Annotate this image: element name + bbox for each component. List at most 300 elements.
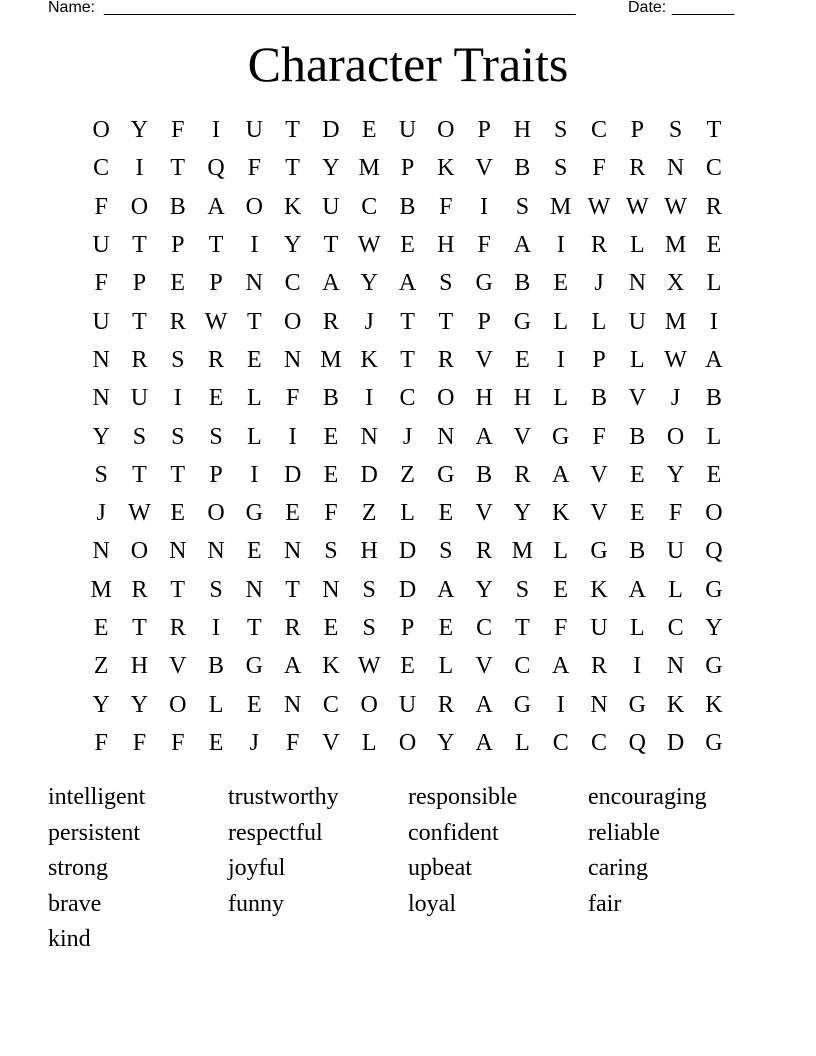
grid-letter[interactable]: N bbox=[437, 423, 455, 450]
grid-letter[interactable]: N bbox=[283, 346, 302, 373]
grid-letter[interactable]: R bbox=[591, 653, 608, 680]
grid-letter[interactable]: R bbox=[437, 691, 454, 718]
grid-letter[interactable]: J bbox=[594, 270, 604, 297]
grid-letter[interactable]: W bbox=[128, 500, 151, 527]
grid-letter[interactable]: K bbox=[666, 691, 685, 718]
grid-letter[interactable]: F bbox=[94, 729, 108, 756]
grid-letter[interactable]: S bbox=[515, 193, 530, 220]
grid-letter[interactable]: N bbox=[666, 155, 685, 182]
grid-letter[interactable]: I bbox=[250, 461, 259, 488]
grid-letter[interactable]: F bbox=[439, 193, 453, 220]
grid-letter[interactable]: A bbox=[207, 193, 225, 220]
grid-letter[interactable]: N bbox=[283, 538, 302, 565]
grid-letter[interactable]: T bbox=[170, 155, 186, 182]
grid-letter[interactable]: A bbox=[283, 653, 302, 680]
grid-letter[interactable]: I bbox=[480, 193, 489, 220]
grid-letter[interactable]: V bbox=[475, 155, 493, 182]
grid-letter[interactable]: F bbox=[247, 155, 262, 182]
grid-letter[interactable]: A bbox=[705, 346, 723, 373]
grid-letter[interactable]: N bbox=[283, 691, 302, 718]
grid-letter[interactable]: L bbox=[553, 385, 569, 412]
grid-letter[interactable]: Z bbox=[93, 653, 109, 680]
grid-letter[interactable]: R bbox=[322, 308, 339, 335]
grid-letter[interactable]: F bbox=[592, 423, 606, 450]
grid-letter[interactable]: G bbox=[513, 308, 532, 335]
grid-letter[interactable]: E bbox=[170, 270, 186, 297]
grid-letter[interactable]: E bbox=[285, 500, 300, 527]
grid-letter[interactable]: T bbox=[285, 576, 300, 603]
grid-letter[interactable]: K bbox=[552, 500, 570, 527]
grid-letter[interactable]: E bbox=[400, 232, 415, 259]
grid-letter[interactable]: R bbox=[437, 346, 454, 373]
grid-letter[interactable]: V bbox=[590, 461, 608, 488]
grid-letter[interactable]: C bbox=[705, 155, 722, 182]
grid-letter[interactable]: M bbox=[358, 155, 380, 182]
grid-letter[interactable]: D bbox=[322, 117, 340, 144]
grid-letter[interactable]: F bbox=[94, 193, 108, 220]
grid-letter[interactable]: U bbox=[92, 308, 110, 335]
word-bank-item: encouraging bbox=[588, 784, 707, 810]
grid-letter[interactable]: Y bbox=[475, 576, 493, 603]
grid-letter[interactable]: H bbox=[437, 232, 455, 259]
grid-letter[interactable]: M bbox=[664, 308, 687, 335]
grid-letter[interactable]: Z bbox=[400, 461, 415, 488]
grid-letter[interactable]: B bbox=[208, 653, 225, 680]
grid-letter[interactable]: O bbox=[245, 193, 263, 220]
grid-letter[interactable]: Y bbox=[322, 155, 340, 182]
grid-letter[interactable]: U bbox=[590, 615, 608, 641]
grid-row bbox=[82, 111, 733, 149]
grid-letter[interactable]: I bbox=[556, 232, 565, 259]
grid-letter[interactable]: U bbox=[322, 193, 340, 220]
grid-letter[interactable]: L bbox=[515, 729, 530, 756]
grid-letter[interactable]: G bbox=[245, 653, 263, 680]
grid-letter[interactable]: I bbox=[633, 653, 642, 680]
grid-letter[interactable]: E bbox=[170, 500, 186, 527]
grid-letter[interactable]: K bbox=[360, 346, 378, 373]
grid-letter[interactable]: U bbox=[398, 117, 417, 144]
grid-letter[interactable]: B bbox=[476, 461, 493, 488]
grid-letter[interactable]: S bbox=[515, 576, 530, 603]
grid-letter[interactable]: U bbox=[92, 232, 110, 259]
grid-letter[interactable]: V bbox=[590, 500, 608, 527]
grid-letter[interactable]: T bbox=[285, 117, 300, 144]
grid-letter[interactable]: P bbox=[132, 270, 147, 297]
grid-letter[interactable]: I bbox=[250, 232, 259, 259]
grid-letter[interactable]: Q bbox=[705, 538, 723, 565]
grid-letter[interactable]: G bbox=[705, 653, 723, 680]
grid-letter[interactable]: K bbox=[705, 691, 723, 718]
grid-letter[interactable]: L bbox=[591, 308, 607, 335]
grid-letter[interactable]: T bbox=[170, 461, 186, 488]
grid-letter[interactable]: G bbox=[590, 538, 608, 565]
grid-letter[interactable]: I bbox=[288, 423, 297, 450]
grid-letter[interactable]: H bbox=[513, 385, 532, 412]
grid-letter[interactable]: T bbox=[132, 232, 147, 259]
grid-letter[interactable]: L bbox=[361, 729, 377, 756]
grid-letter[interactable]: O bbox=[437, 385, 455, 412]
grid-letter[interactable]: P bbox=[477, 117, 491, 144]
grid-letter[interactable]: N bbox=[360, 423, 378, 450]
grid-letter[interactable]: I bbox=[173, 385, 182, 412]
grid-letter[interactable]: E bbox=[247, 691, 262, 718]
word-bank bbox=[48, 780, 768, 958]
grid-letter[interactable]: F bbox=[171, 117, 185, 144]
word-bank-item: respectful bbox=[228, 819, 323, 846]
grid-letter[interactable]: I bbox=[212, 117, 221, 144]
grid-letter[interactable]: B bbox=[399, 193, 416, 220]
grid-letter[interactable]: P bbox=[592, 346, 606, 373]
grid-letter[interactable]: K bbox=[322, 653, 340, 680]
grid-letter[interactable]: L bbox=[247, 423, 262, 450]
grid-letter[interactable]: T bbox=[247, 308, 262, 335]
grid-letter[interactable]: I bbox=[556, 691, 565, 718]
grid-letter[interactable]: I bbox=[135, 155, 144, 182]
grid-letter[interactable]: P bbox=[171, 232, 185, 259]
grid-letter[interactable]: W bbox=[625, 193, 649, 220]
grid-letter[interactable]: W bbox=[357, 232, 381, 259]
grid-letter[interactable]: K bbox=[283, 193, 302, 220]
grid-letter[interactable]: O bbox=[437, 117, 455, 144]
grid-letter[interactable]: N bbox=[92, 538, 110, 565]
grid-letter[interactable]: Z bbox=[361, 500, 377, 527]
grid-letter[interactable]: O bbox=[130, 538, 149, 565]
grid-letter[interactable]: A bbox=[628, 576, 646, 603]
grid-letter[interactable]: G bbox=[245, 500, 263, 527]
grid-letter[interactable]: M bbox=[550, 193, 572, 220]
grid-letter[interactable]: B bbox=[629, 423, 646, 450]
grid-letter[interactable]: P bbox=[400, 615, 415, 641]
grid-letter[interactable]: T bbox=[400, 346, 415, 373]
grid-letter[interactable]: E bbox=[361, 117, 377, 144]
grid-letter[interactable]: U bbox=[666, 538, 685, 565]
grid-letter[interactable]: P bbox=[477, 308, 491, 335]
grid-letter[interactable]: C bbox=[93, 155, 110, 182]
grid-letter[interactable]: C bbox=[361, 193, 378, 220]
word-bank-item: intelligent bbox=[48, 784, 146, 810]
grid-letter[interactable]: F bbox=[668, 500, 683, 527]
grid-letter[interactable]: G bbox=[628, 691, 646, 718]
grid-letter[interactable]: A bbox=[552, 653, 570, 680]
grid-letter[interactable]: G bbox=[437, 461, 455, 488]
grid-letter[interactable]: O bbox=[398, 729, 417, 756]
grid-letter[interactable]: J bbox=[402, 423, 413, 450]
grid-letter[interactable]: C bbox=[284, 270, 301, 297]
grid-letter[interactable]: L bbox=[706, 423, 722, 450]
grid-letter[interactable]: C bbox=[552, 729, 569, 756]
grid-letter[interactable]: S bbox=[554, 155, 568, 182]
grid-letter[interactable]: A bbox=[475, 691, 493, 718]
grid-letter[interactable]: D bbox=[398, 576, 417, 603]
grid-letter[interactable]: N bbox=[628, 270, 646, 297]
grid-letter[interactable]: E bbox=[323, 615, 339, 641]
word-bank-item: upbeat bbox=[408, 855, 472, 882]
grid-letter[interactable]: Y bbox=[92, 423, 110, 450]
grid-letter[interactable]: H bbox=[513, 117, 532, 144]
grid-letter[interactable]: S bbox=[362, 615, 376, 641]
grid-letter[interactable]: E bbox=[706, 232, 722, 259]
grid-letter[interactable]: R bbox=[705, 193, 722, 220]
grid-letter[interactable]: U bbox=[130, 385, 149, 412]
grid-letter[interactable]: S bbox=[209, 576, 223, 603]
grid-letter[interactable]: J bbox=[249, 729, 259, 756]
grid-letter[interactable]: C bbox=[322, 691, 339, 718]
grid-letter[interactable]: E bbox=[247, 346, 262, 373]
grid-letter[interactable]: F bbox=[477, 232, 491, 259]
grid-letter[interactable]: U bbox=[398, 691, 417, 718]
grid-letter[interactable]: P bbox=[209, 270, 223, 297]
grid-letter[interactable]: A bbox=[475, 423, 493, 450]
grid-letter[interactable]: E bbox=[438, 615, 454, 641]
grid-letter[interactable]: S bbox=[209, 423, 223, 450]
grid-letter[interactable]: S bbox=[132, 423, 147, 450]
grid-letter[interactable]: Y bbox=[283, 232, 302, 259]
grid-row bbox=[82, 379, 733, 417]
grid-letter[interactable]: E bbox=[553, 270, 569, 297]
grid-letter[interactable]: E bbox=[629, 461, 645, 488]
grid-letter[interactable]: R bbox=[284, 615, 301, 641]
grid-letter[interactable]: Y bbox=[360, 270, 378, 297]
grid-letter[interactable]: Y bbox=[666, 461, 685, 488]
grid-letter[interactable]: G bbox=[705, 729, 723, 756]
grid-letter[interactable]: S bbox=[668, 117, 683, 144]
grid-letter[interactable]: K bbox=[437, 155, 455, 182]
grid-letter[interactable]: F bbox=[324, 500, 338, 527]
grid-letter[interactable]: I bbox=[709, 308, 718, 335]
grid-letter[interactable]: V bbox=[513, 423, 532, 450]
grid-letter[interactable]: U bbox=[628, 308, 646, 335]
grid-letter[interactable]: N bbox=[245, 576, 263, 603]
grid-letter[interactable]: E bbox=[323, 423, 339, 450]
word-bank-item: kind bbox=[48, 926, 91, 953]
grid-letter[interactable]: E bbox=[438, 500, 454, 527]
grid-letter[interactable]: C bbox=[514, 653, 531, 680]
grid-letter[interactable]: L bbox=[208, 691, 224, 718]
grid-letter[interactable]: D bbox=[283, 461, 302, 488]
grid-letter[interactable]: W bbox=[204, 308, 228, 335]
grid-letter[interactable]: Q bbox=[628, 729, 646, 756]
grid-letter[interactable]: E bbox=[208, 729, 224, 756]
grid-letter[interactable]: D bbox=[398, 538, 417, 565]
grid-letter[interactable]: J bbox=[96, 500, 106, 527]
grid-letter[interactable]: S bbox=[439, 538, 453, 565]
grid-letter[interactable]: M bbox=[90, 576, 112, 603]
grid-letter[interactable]: V bbox=[475, 653, 493, 680]
grid-letter[interactable]: E bbox=[93, 615, 109, 641]
grid-letter[interactable]: R bbox=[629, 155, 646, 182]
grid-letter[interactable]: N bbox=[666, 653, 685, 680]
grid-letter[interactable]: H bbox=[475, 385, 493, 412]
grid-letter[interactable]: Y bbox=[705, 615, 723, 641]
grid-row bbox=[82, 571, 733, 609]
grid-letter[interactable]: F bbox=[285, 385, 300, 412]
grid-letter[interactable]: E bbox=[706, 461, 722, 488]
grid-letter[interactable]: Y bbox=[130, 691, 149, 718]
grid-letter[interactable]: C bbox=[591, 117, 608, 144]
grid-letter[interactable]: D bbox=[666, 729, 685, 756]
grid-letter[interactable]: T bbox=[132, 308, 147, 335]
date-blank-line[interactable]: _______ bbox=[672, 0, 735, 16]
grid-letter[interactable]: L bbox=[553, 538, 569, 565]
grid-letter[interactable]: L bbox=[400, 500, 415, 527]
grid-letter[interactable]: O bbox=[666, 423, 685, 450]
grid-letter[interactable]: T bbox=[247, 615, 262, 641]
grid-letter[interactable]: C bbox=[399, 385, 416, 412]
grid-letter[interactable]: E bbox=[553, 576, 569, 603]
grid-letter[interactable]: N bbox=[207, 538, 225, 565]
grid-letter[interactable]: B bbox=[514, 155, 531, 182]
grid-letter[interactable]: B bbox=[591, 385, 608, 412]
grid-letter[interactable]: G bbox=[552, 423, 570, 450]
grid-letter[interactable]: R bbox=[208, 346, 225, 373]
grid-letter[interactable]: A bbox=[552, 461, 570, 488]
grid-letter[interactable]: P bbox=[630, 117, 644, 144]
grid-letter[interactable]: A bbox=[398, 270, 417, 297]
grid-letter[interactable]: F bbox=[554, 615, 568, 641]
grid-letter[interactable]: S bbox=[554, 117, 568, 144]
grid-letter[interactable]: E bbox=[208, 385, 224, 412]
grid-letter[interactable]: E bbox=[515, 346, 530, 373]
grid-letter[interactable]: O bbox=[92, 117, 110, 144]
grid-letter[interactable]: O bbox=[283, 308, 302, 335]
grid-letter[interactable]: R bbox=[131, 346, 148, 373]
grid-letter[interactable]: F bbox=[171, 729, 185, 756]
grid-letter[interactable]: R bbox=[131, 576, 148, 603]
grid-letter[interactable]: R bbox=[591, 232, 608, 259]
grid-letter[interactable]: E bbox=[629, 500, 645, 527]
grid-letter[interactable]: M bbox=[320, 346, 342, 373]
grid-letter[interactable]: T bbox=[208, 232, 224, 259]
grid-letter[interactable]: I bbox=[212, 615, 221, 641]
grid-letter[interactable]: Y bbox=[437, 729, 455, 756]
grid-letter[interactable]: L bbox=[706, 270, 722, 297]
grid-letter[interactable]: A bbox=[437, 576, 455, 603]
grid-letter[interactable]: F bbox=[132, 729, 147, 756]
grid-letter[interactable]: L bbox=[629, 346, 645, 373]
grid-letter[interactable]: B bbox=[629, 538, 646, 565]
grid-letter[interactable]: V bbox=[475, 500, 493, 527]
grid-letter[interactable]: Y bbox=[130, 117, 149, 144]
grid-letter[interactable]: P bbox=[209, 461, 223, 488]
grid-letter[interactable]: I bbox=[365, 385, 374, 412]
name-blank-line[interactable]: _____________________________________________________ bbox=[104, 0, 576, 16]
grid-letter[interactable]: B bbox=[322, 385, 339, 412]
grid-letter[interactable]: F bbox=[285, 729, 300, 756]
grid-letter[interactable]: V bbox=[628, 385, 646, 412]
grid-letter[interactable]: I bbox=[556, 346, 565, 373]
grid-letter[interactable]: R bbox=[169, 615, 186, 641]
grid-letter[interactable]: L bbox=[629, 232, 645, 259]
grid-letter[interactable]: T bbox=[132, 461, 147, 488]
grid-letter[interactable]: V bbox=[475, 346, 493, 373]
grid-letter[interactable]: E bbox=[323, 461, 339, 488]
grid-letter[interactable]: W bbox=[357, 653, 381, 680]
grid-letter[interactable]: S bbox=[324, 538, 338, 565]
grid-letter[interactable]: P bbox=[400, 155, 415, 182]
grid-letter[interactable]: A bbox=[322, 270, 340, 297]
grid-letter[interactable]: B bbox=[169, 193, 186, 220]
grid-letter[interactable]: C bbox=[591, 729, 608, 756]
grid-letter[interactable]: N bbox=[92, 385, 110, 412]
grid-letter[interactable]: C bbox=[667, 615, 684, 641]
grid-letter[interactable]: N bbox=[169, 538, 187, 565]
grid-letter[interactable]: L bbox=[438, 653, 454, 680]
grid-letter[interactable]: S bbox=[171, 346, 185, 373]
grid-letter[interactable]: N bbox=[245, 270, 263, 297]
grid-letter[interactable]: F bbox=[592, 155, 606, 182]
grid-letter[interactable]: N bbox=[92, 346, 110, 373]
grid-letter[interactable]: S bbox=[362, 576, 376, 603]
grid-letter[interactable]: Y bbox=[92, 691, 110, 718]
grid-letter[interactable]: H bbox=[360, 538, 378, 565]
grid-letter[interactable]: T bbox=[400, 308, 415, 335]
grid-letter[interactable]: S bbox=[94, 461, 108, 488]
grid-letter[interactable]: O bbox=[705, 500, 723, 527]
grid-letter[interactable]: L bbox=[247, 385, 262, 412]
grid-letter[interactable]: A bbox=[475, 729, 493, 756]
grid-letter[interactable]: M bbox=[664, 232, 687, 259]
grid-letter[interactable]: G bbox=[475, 270, 493, 297]
grid-letter[interactable]: T bbox=[706, 117, 722, 144]
grid-letter[interactable]: C bbox=[476, 615, 493, 641]
grid-letter[interactable]: E bbox=[247, 538, 262, 565]
grid-letter[interactable]: E bbox=[400, 653, 415, 680]
grid-letter[interactable]: L bbox=[629, 615, 645, 641]
grid-letter[interactable]: R bbox=[169, 308, 186, 335]
grid-letter[interactable]: O bbox=[360, 691, 378, 718]
grid-letter[interactable]: O bbox=[169, 691, 187, 718]
grid-letter[interactable]: W bbox=[664, 193, 687, 220]
grid-letter[interactable]: O bbox=[130, 193, 149, 220]
grid-letter[interactable]: T bbox=[285, 155, 300, 182]
grid-letter[interactable]: T bbox=[323, 232, 339, 259]
grid-letter[interactable]: Q bbox=[207, 155, 225, 182]
grid-letter[interactable]: R bbox=[514, 461, 531, 488]
grid-letter[interactable]: U bbox=[245, 117, 263, 144]
grid-letter[interactable]: G bbox=[705, 576, 723, 603]
grid-letter[interactable]: F bbox=[94, 270, 108, 297]
grid-letter[interactable]: G bbox=[513, 691, 532, 718]
grid-letter[interactable]: W bbox=[664, 346, 687, 373]
grid-letter[interactable]: R bbox=[476, 538, 493, 565]
grid-letter[interactable]: K bbox=[590, 576, 608, 603]
grid-letter[interactable]: M bbox=[511, 538, 534, 565]
grid-letter[interactable]: O bbox=[207, 500, 225, 527]
grid-letter[interactable]: B bbox=[705, 385, 722, 412]
grid-letter[interactable]: B bbox=[514, 270, 531, 297]
grid-letter[interactable]: N bbox=[322, 576, 340, 603]
grid-letter[interactable]: D bbox=[360, 461, 378, 488]
grid-letter[interactable]: H bbox=[130, 653, 149, 680]
grid-letter[interactable]: A bbox=[513, 232, 532, 259]
grid-letter[interactable]: S bbox=[171, 423, 185, 450]
grid-letter[interactable]: T bbox=[515, 615, 530, 641]
grid-letter[interactable]: J bbox=[364, 308, 374, 335]
grid-letter[interactable]: T bbox=[170, 576, 186, 603]
grid-letter[interactable]: W bbox=[587, 193, 611, 220]
grid-letter[interactable]: L bbox=[553, 308, 569, 335]
grid-letter[interactable]: V bbox=[169, 653, 187, 680]
grid-letter[interactable]: L bbox=[668, 576, 683, 603]
grid-letter[interactable]: Y bbox=[513, 500, 532, 527]
grid-letter[interactable]: T bbox=[438, 308, 454, 335]
grid-letter[interactable]: V bbox=[322, 729, 340, 756]
grid-letter[interactable]: X bbox=[666, 270, 685, 297]
grid-letter[interactable]: S bbox=[439, 270, 453, 297]
grid-letter[interactable]: N bbox=[590, 691, 608, 718]
grid-letter[interactable]: J bbox=[670, 385, 681, 412]
grid-letter[interactable]: T bbox=[132, 615, 147, 641]
